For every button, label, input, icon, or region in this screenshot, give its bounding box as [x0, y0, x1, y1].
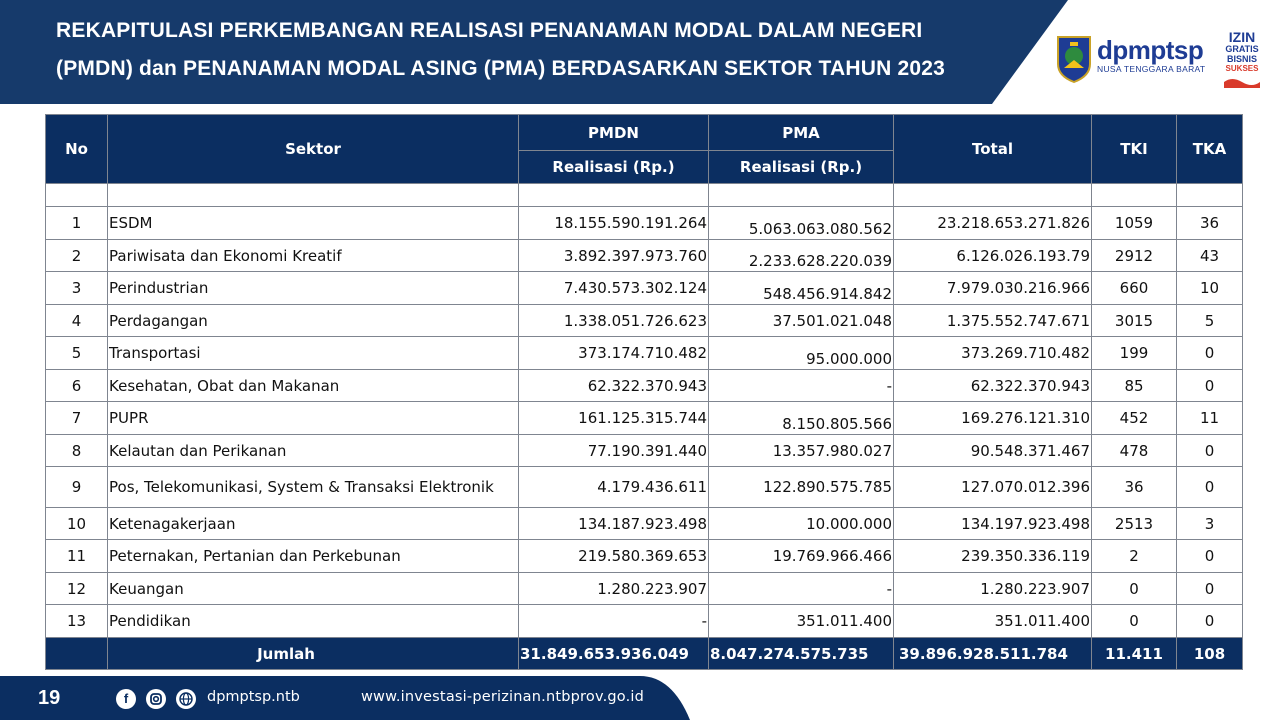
izin-gratis-logo: [1222, 30, 1262, 94]
total-label: Jumlah: [108, 638, 519, 670]
row-no: 1: [46, 207, 108, 240]
facebook-icon[interactable]: f: [116, 689, 136, 709]
row-tka: 0: [1177, 467, 1243, 508]
row-tki: 199: [1092, 337, 1177, 370]
row-sector: Perindustrian: [108, 272, 519, 305]
row-pmdn: 161.125.315.744: [519, 402, 709, 435]
page-title-line1: REKAPITULASI PERKEMBANGAN REALISASI PENANAMAN MODAL DALAM NEGERI: [56, 19, 923, 42]
page-title: [56, 12, 1016, 88]
table-row: [46, 508, 1243, 540]
row-tka: 10: [1177, 272, 1243, 305]
row-total: 1.280.223.907: [894, 573, 1092, 605]
row-no: 7: [46, 402, 108, 435]
header-pmdn: PMDN: [519, 115, 709, 151]
row-sector: Ketenagakerjaan: [108, 508, 519, 540]
row-pmdn: 134.187.923.498: [519, 508, 709, 540]
row-tki: 0: [1092, 605, 1177, 638]
globe-icon[interactable]: [176, 689, 196, 709]
investment-table: [45, 114, 1243, 670]
row-pma: 19.769.966.466: [709, 540, 894, 573]
row-pma: 8.150.805.566: [709, 402, 894, 435]
row-tki: 452: [1092, 402, 1177, 435]
promo-wave-icon: [1222, 76, 1262, 88]
row-pma: 2.233.628.220.039: [709, 240, 894, 272]
row-pmdn: 1.280.223.907: [519, 573, 709, 605]
row-pmdn: -: [519, 605, 709, 638]
row-total: 6.126.026.193.79: [894, 240, 1092, 272]
header-pma: PMA: [709, 115, 894, 151]
row-no: 11: [46, 540, 108, 573]
row-total: 90.548.371.467: [894, 435, 1092, 467]
row-tka: 0: [1177, 540, 1243, 573]
row-pma: 351.011.400: [709, 605, 894, 638]
footer: [0, 676, 1280, 720]
row-tka: 3: [1177, 508, 1243, 540]
row-tka: 0: [1177, 337, 1243, 370]
row-tka: 0: [1177, 573, 1243, 605]
row-tka: 5: [1177, 305, 1243, 337]
row-pmdn: 1.338.051.726.623: [519, 305, 709, 337]
row-tki: 660: [1092, 272, 1177, 305]
header-pmdn-realisasi: Realisasi (Rp.): [519, 151, 709, 184]
row-tka: 43: [1177, 240, 1243, 272]
promo-word-1: IZIN: [1228, 29, 1256, 45]
row-total: 134.197.923.498: [894, 508, 1092, 540]
spacer-row: [46, 184, 1243, 207]
row-no: 12: [46, 573, 108, 605]
row-no: 8: [46, 435, 108, 467]
promo-word-2: GRATIS: [1225, 44, 1259, 54]
row-tki: 2513: [1092, 508, 1177, 540]
social-handle[interactable]: dpmptsp.ntb: [207, 689, 300, 705]
row-total: 127.070.012.396: [894, 467, 1092, 508]
row-sector: Keuangan: [108, 573, 519, 605]
table-row: [46, 272, 1243, 305]
row-no: 13: [46, 605, 108, 638]
row-pmdn: 62.322.370.943: [519, 370, 709, 402]
row-pmdn: 77.190.391.440: [519, 435, 709, 467]
promo-word-4: SUKSES: [1225, 64, 1259, 73]
table-row: [46, 402, 1243, 435]
row-pma: 548.456.914.842: [709, 272, 894, 305]
page-title-line2: (PMDN) dan PENANAMAN MODAL ASING (PMA) BERDASARKAN SEKTOR TAHUN 2023: [56, 57, 946, 80]
total-tki: 11.411: [1092, 638, 1177, 670]
row-sector: Peternakan, Pertanian dan Perkebunan: [108, 540, 519, 573]
row-tki: 3015: [1092, 305, 1177, 337]
instagram-icon[interactable]: [146, 689, 166, 709]
row-total: 7.979.030.216.966: [894, 272, 1092, 305]
row-pma: -: [709, 370, 894, 402]
row-tki: 2: [1092, 540, 1177, 573]
table-row: [46, 605, 1243, 638]
row-pma: 37.501.021.048: [709, 305, 894, 337]
row-pmdn: 18.155.590.191.264: [519, 207, 709, 240]
row-tki: 36: [1092, 467, 1177, 508]
row-sector: ESDM: [108, 207, 519, 240]
total-row: [46, 638, 1243, 670]
row-no: 4: [46, 305, 108, 337]
row-tki: 1059: [1092, 207, 1177, 240]
table-row: [46, 467, 1243, 508]
table-row: [46, 337, 1243, 370]
row-no: 9: [46, 467, 108, 508]
row-tka: 0: [1177, 605, 1243, 638]
table-row: [46, 573, 1243, 605]
row-no: 10: [46, 508, 108, 540]
province-emblem-icon: [1054, 34, 1094, 84]
row-pmdn: 3.892.397.973.760: [519, 240, 709, 272]
row-pmdn: 4.179.436.611: [519, 467, 709, 508]
row-pma: -: [709, 573, 894, 605]
row-total: 1.375.552.747.671: [894, 305, 1092, 337]
table-row: [46, 305, 1243, 337]
row-pmdn: 7.430.573.302.124: [519, 272, 709, 305]
header-pma-realisasi: Realisasi (Rp.): [709, 151, 894, 184]
row-no: 2: [46, 240, 108, 272]
row-tka: 11: [1177, 402, 1243, 435]
page-number: 19: [38, 687, 61, 709]
row-pmdn: 219.580.369.653: [519, 540, 709, 573]
header-total: Total: [894, 115, 1092, 184]
row-sector: Perdagangan: [108, 305, 519, 337]
row-pma: 10.000.000: [709, 508, 894, 540]
row-pma: 5.063.063.080.562: [709, 207, 894, 240]
brand-logo-subtext: NUSA TENGGARA BARAT: [1097, 64, 1206, 74]
row-tka: 36: [1177, 207, 1243, 240]
header-sector: Sektor: [108, 115, 519, 184]
total-pma: 8.047.274.575.735: [709, 638, 894, 670]
row-sector: Kelautan dan Perikanan: [108, 435, 519, 467]
row-pmdn: 373.174.710.482: [519, 337, 709, 370]
row-tka: 0: [1177, 435, 1243, 467]
dpmptsp-logo: [1097, 36, 1215, 82]
row-pma: 122.890.575.785: [709, 467, 894, 508]
row-tka: 0: [1177, 370, 1243, 402]
row-sector: Pariwisata dan Ekonomi Kreatif: [108, 240, 519, 272]
row-no: 6: [46, 370, 108, 402]
row-tki: 0: [1092, 573, 1177, 605]
row-sector: Transportasi: [108, 337, 519, 370]
row-no: 3: [46, 272, 108, 305]
website-link[interactable]: www.investasi-perizinan.ntbprov.go.id: [361, 689, 645, 705]
header-no: No: [46, 115, 108, 184]
row-sector: PUPR: [108, 402, 519, 435]
row-total: 351.011.400: [894, 605, 1092, 638]
promo-word-3: BISNIS: [1226, 54, 1257, 64]
row-pma: 13.357.980.027: [709, 435, 894, 467]
total-pmdn: 31.849.653.936.049: [519, 638, 709, 670]
total-sum: 39.896.928.511.784: [894, 638, 1092, 670]
row-sector: Kesehatan, Obat dan Makanan: [108, 370, 519, 402]
table-row: [46, 540, 1243, 573]
row-pma: 95.000.000: [709, 337, 894, 370]
header-tki: TKI: [1092, 115, 1177, 184]
row-total: 239.350.336.119: [894, 540, 1092, 573]
row-tki: 2912: [1092, 240, 1177, 272]
row-total: 23.218.653.271.826: [894, 207, 1092, 240]
row-total: 62.322.370.943: [894, 370, 1092, 402]
table-row: [46, 207, 1243, 240]
row-no: 5: [46, 337, 108, 370]
row-sector: Pendidikan: [108, 605, 519, 638]
row-sector: Pos, Telekomunikasi, System & Transaksi Elektronik: [108, 467, 519, 508]
header-tka: TKA: [1177, 115, 1243, 184]
row-tki: 478: [1092, 435, 1177, 467]
row-tki: 85: [1092, 370, 1177, 402]
row-total: 169.276.121.310: [894, 402, 1092, 435]
brand-logo-text: dpmptsp: [1097, 35, 1204, 65]
table-row: [46, 370, 1243, 402]
table-row: [46, 240, 1243, 272]
table-row: [46, 435, 1243, 467]
total-tka: 108: [1177, 638, 1243, 670]
row-total: 373.269.710.482: [894, 337, 1092, 370]
